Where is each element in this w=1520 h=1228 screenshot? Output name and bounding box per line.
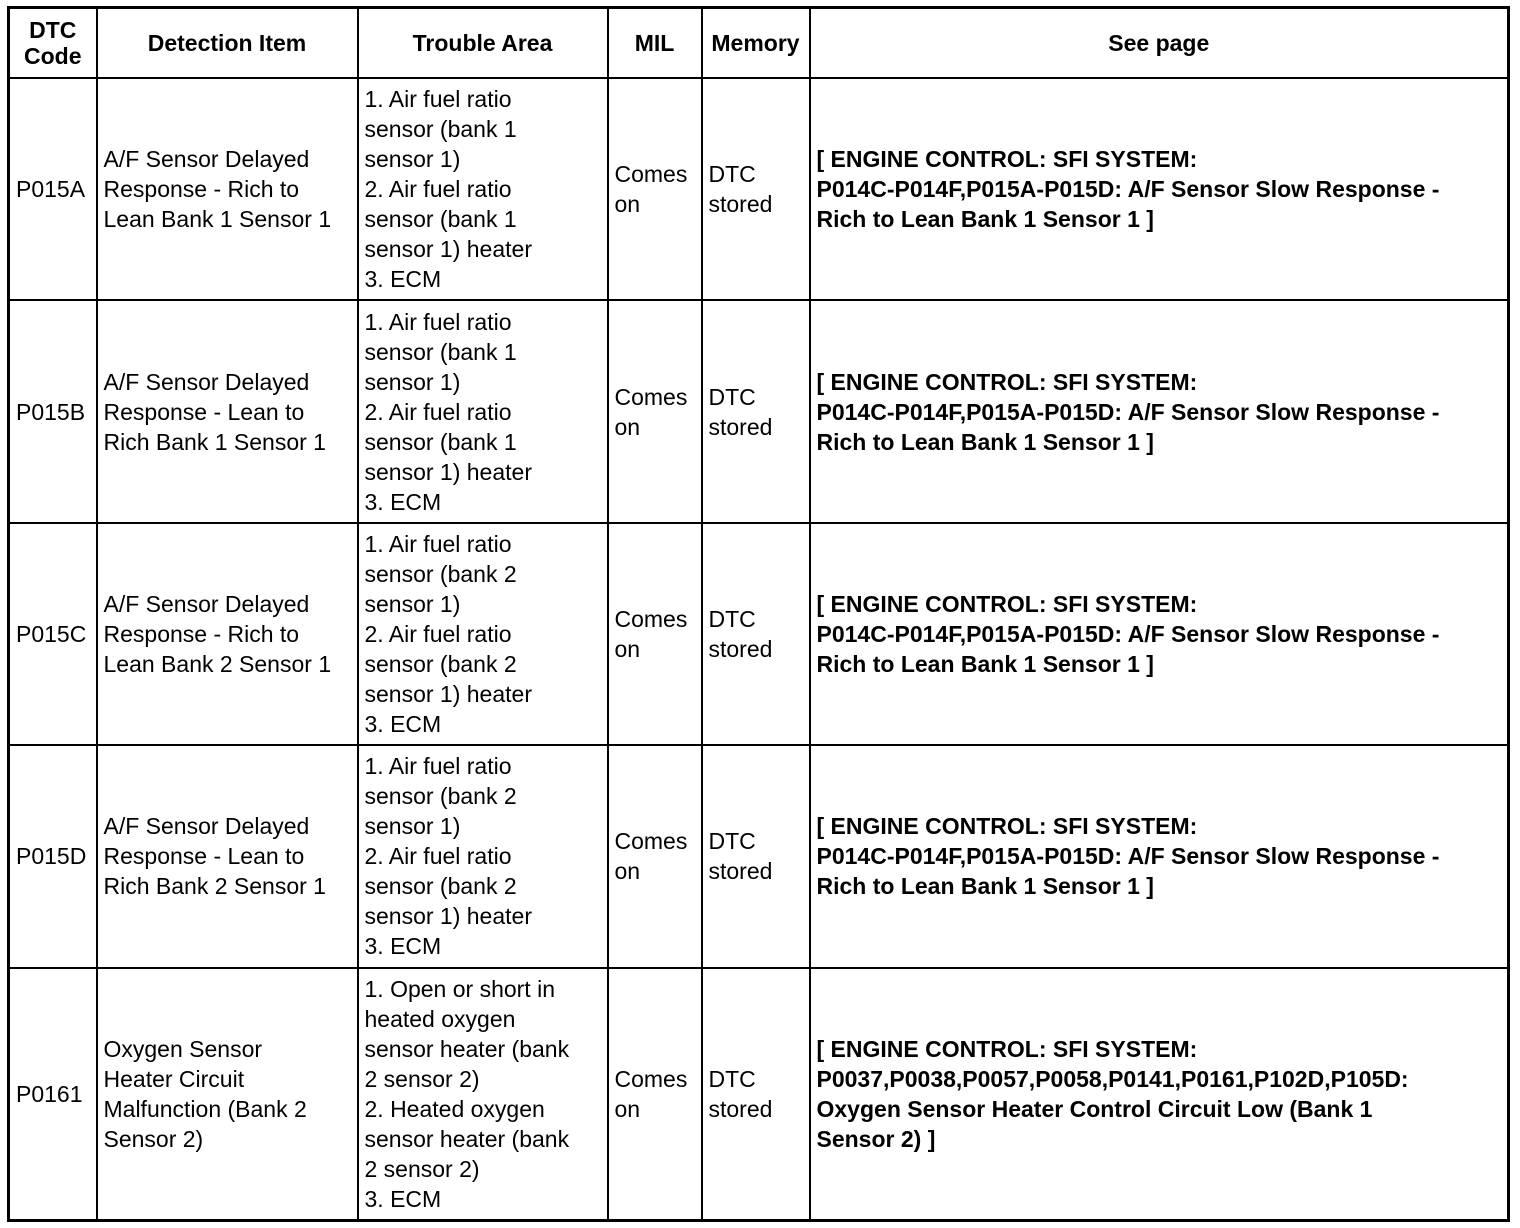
trouble-area-cell-line: sensor 1) (364, 368, 461, 395)
memory-cell-line: stored (708, 1095, 773, 1122)
mil-cell (608, 968, 702, 1221)
trouble-area-cell-line: 1. Open or short in (364, 975, 555, 1002)
trouble-area-cell-line: 2 sensor 2) (364, 1155, 480, 1182)
mil-cell (608, 523, 702, 745)
trouble-area-cell-line: sensor (bank 2 (364, 650, 517, 677)
table-row (9, 745, 1509, 967)
trouble-area-cell (358, 523, 608, 745)
table-row (9, 78, 1509, 300)
detection-item-cell-line: Heater Circuit (103, 1065, 245, 1092)
see-page-cell-line: [ ENGINE CONTROL: SFI SYSTEM: (816, 590, 1198, 617)
detection-item-cell-line: Lean Bank 2 Sensor 1 (103, 650, 332, 677)
detection-item-cell-line: Lean Bank 1 Sensor 1 (103, 206, 332, 233)
see-page-cell[interactable] (810, 523, 1509, 745)
mil-cell (608, 300, 702, 522)
mil-cell (608, 745, 702, 967)
see-page-cell-line: Oxygen Sensor Heater Control Circuit Low (Bank 1 (816, 1095, 1373, 1122)
dtc-code-cell: P015C (9, 523, 97, 745)
header-detection-item: Detection Item (97, 8, 358, 79)
dtc-code-cell: P015B (9, 300, 97, 522)
see-page-cell-line: Rich to Lean Bank 1 Sensor 1 ] (816, 873, 1154, 900)
trouble-area-cell-line: 3. ECM (364, 266, 442, 293)
memory-cell-line: stored (708, 191, 773, 218)
trouble-area-cell-line: 1. Air fuel ratio (364, 308, 512, 335)
mil-cell-line: on (614, 1095, 641, 1122)
table-row (9, 968, 1509, 1221)
trouble-area-cell-line: sensor (bank 2 (364, 783, 517, 810)
detection-item-cell-line: Malfunction (Bank 2 (103, 1095, 307, 1122)
memory-cell (702, 523, 810, 745)
see-page-cell-line: P014C-P014F,P015A-P015D: A/F Sensor Slow Response - (816, 620, 1440, 647)
mil-cell-line: on (614, 858, 641, 885)
dtc-code-cell: P015A (9, 78, 97, 300)
see-page-cell-line: [ ENGINE CONTROL: SFI SYSTEM: (816, 368, 1198, 395)
memory-cell-line: DTC (708, 828, 756, 855)
trouble-area-cell-line: sensor 1) (364, 146, 461, 173)
trouble-area-cell-line: 3. ECM (364, 710, 442, 737)
see-page-cell[interactable] (810, 968, 1509, 1221)
trouble-area-cell-line: sensor (bank 1 (364, 428, 517, 455)
trouble-area-cell-line: sensor 1) heater (364, 458, 532, 485)
header-dtc-code-line1: DTC (29, 17, 77, 43)
detection-item-cell (97, 968, 358, 1221)
memory-cell (702, 745, 810, 967)
dtc-table (7, 6, 1510, 1222)
see-page-cell-line: Rich to Lean Bank 1 Sensor 1 ] (816, 650, 1154, 677)
table-row (9, 523, 1509, 745)
mil-cell-line: Comes (614, 161, 688, 188)
trouble-area-cell-line: sensor (bank 1 (364, 116, 517, 143)
header-trouble-area: Trouble Area (358, 8, 608, 79)
header-dtc-code-line2: Code (24, 43, 82, 69)
detection-item-cell-line: Oxygen Sensor (103, 1035, 263, 1062)
mil-cell-line: on (614, 413, 641, 440)
trouble-area-cell-line: 1. Air fuel ratio (364, 86, 512, 113)
memory-cell (702, 968, 810, 1221)
detection-item-cell-line: A/F Sensor Delayed (103, 146, 310, 173)
trouble-area-cell-line: sensor 1) (364, 813, 461, 840)
detection-item-cell-line: Response - Lean to (103, 398, 305, 425)
memory-cell-line: stored (708, 635, 773, 662)
trouble-area-cell-line: sensor (bank 1 (364, 338, 517, 365)
detection-item-cell-line: Sensor 2) (103, 1125, 204, 1152)
detection-item-cell-line: A/F Sensor Delayed (103, 813, 310, 840)
mil-cell-line: on (614, 191, 641, 218)
trouble-area-cell (358, 745, 608, 967)
detection-item-cell (97, 300, 358, 522)
memory-cell (702, 78, 810, 300)
memory-cell-line: DTC (708, 1065, 756, 1092)
mil-cell-line: Comes (614, 828, 688, 855)
trouble-area-cell-line: 3. ECM (364, 1185, 442, 1212)
trouble-area-cell (358, 78, 608, 300)
see-page-cell-line: P014C-P014F,P015A-P015D: A/F Sensor Slow Response - (816, 843, 1440, 870)
trouble-area-cell (358, 300, 608, 522)
detection-item-cell (97, 78, 358, 300)
mil-cell-line: Comes (614, 383, 688, 410)
mil-cell (608, 78, 702, 300)
detection-item-cell-line: Response - Rich to (103, 176, 300, 203)
trouble-area-cell-line: 1. Air fuel ratio (364, 753, 512, 780)
memory-cell-line: stored (708, 413, 773, 440)
trouble-area-cell-line: sensor (bank 2 (364, 873, 517, 900)
see-page-cell-line: P014C-P014F,P015A-P015D: A/F Sensor Slow Response - (816, 176, 1440, 203)
mil-cell-line: Comes (614, 1065, 688, 1092)
dtc-code-cell: P0161 (9, 968, 97, 1221)
see-page-cell-line: [ ENGINE CONTROL: SFI SYSTEM: (816, 1035, 1198, 1062)
header-row (9, 8, 1509, 79)
detection-item-cell-line: A/F Sensor Delayed (103, 368, 310, 395)
dtc-code-cell: P015D (9, 745, 97, 967)
trouble-area-cell-line: sensor 1) (364, 590, 461, 617)
trouble-area-cell-line: sensor heater (bank (364, 1035, 570, 1062)
header-memory: Memory (702, 8, 810, 79)
mil-cell-line: Comes (614, 605, 688, 632)
see-page-cell-line: [ ENGINE CONTROL: SFI SYSTEM: (816, 146, 1198, 173)
header-dtc-code (9, 8, 97, 79)
see-page-cell-line: [ ENGINE CONTROL: SFI SYSTEM: (816, 813, 1198, 840)
see-page-cell-line: Sensor 2) ] (816, 1125, 936, 1152)
see-page-cell-line: Rich to Lean Bank 1 Sensor 1 ] (816, 428, 1154, 455)
detection-item-cell-line: Response - Rich to (103, 620, 300, 647)
header-mil: MIL (608, 8, 702, 79)
detection-item-cell-line: Rich Bank 2 Sensor 1 (103, 873, 326, 900)
trouble-area-cell-line: 2. Air fuel ratio (364, 176, 512, 203)
detection-item-cell-line: Response - Lean to (103, 843, 305, 870)
header-see-page: See page (810, 8, 1509, 79)
detection-item-cell (97, 523, 358, 745)
detection-item-cell-line: A/F Sensor Delayed (103, 590, 310, 617)
see-page-cell-line: P0037,P0038,P0057,P0058,P0141,P0161,P102D,P105D: (816, 1065, 1409, 1092)
trouble-area-cell (358, 968, 608, 1221)
trouble-area-cell-line: 2. Air fuel ratio (364, 843, 512, 870)
trouble-area-cell-line: heated oxygen (364, 1005, 516, 1032)
detection-item-cell-line: Rich Bank 1 Sensor 1 (103, 428, 326, 455)
table-body (9, 78, 1509, 1221)
mil-cell-line: on (614, 635, 641, 662)
trouble-area-cell-line: 2. Air fuel ratio (364, 620, 512, 647)
detection-item-cell (97, 745, 358, 967)
trouble-area-cell-line: 2 sensor 2) (364, 1065, 480, 1092)
memory-cell-line: DTC (708, 161, 756, 188)
trouble-area-cell-line: 3. ECM (364, 933, 442, 960)
memory-cell (702, 300, 810, 522)
trouble-area-cell-line: 1. Air fuel ratio (364, 530, 512, 557)
see-page-cell[interactable] (810, 745, 1509, 967)
see-page-cell[interactable] (810, 78, 1509, 300)
memory-cell-line: stored (708, 858, 773, 885)
see-page-cell-line: P014C-P014F,P015A-P015D: A/F Sensor Slow Response - (816, 398, 1440, 425)
trouble-area-cell-line: 2. Heated oxygen (364, 1095, 545, 1122)
memory-cell-line: DTC (708, 383, 756, 410)
trouble-area-cell-line: sensor 1) heater (364, 903, 532, 930)
see-page-cell-line: Rich to Lean Bank 1 Sensor 1 ] (816, 206, 1154, 233)
trouble-area-cell-line: 2. Air fuel ratio (364, 398, 512, 425)
trouble-area-cell-line: 3. ECM (364, 488, 442, 515)
memory-cell-line: DTC (708, 605, 756, 632)
trouble-area-cell-line: sensor 1) heater (364, 236, 532, 263)
trouble-area-cell-line: sensor (bank 2 (364, 560, 517, 587)
trouble-area-cell-line: sensor 1) heater (364, 680, 532, 707)
see-page-cell[interactable] (810, 300, 1509, 522)
trouble-area-cell-line: sensor (bank 1 (364, 206, 517, 233)
table-row (9, 300, 1509, 522)
trouble-area-cell-line: sensor heater (bank (364, 1125, 570, 1152)
